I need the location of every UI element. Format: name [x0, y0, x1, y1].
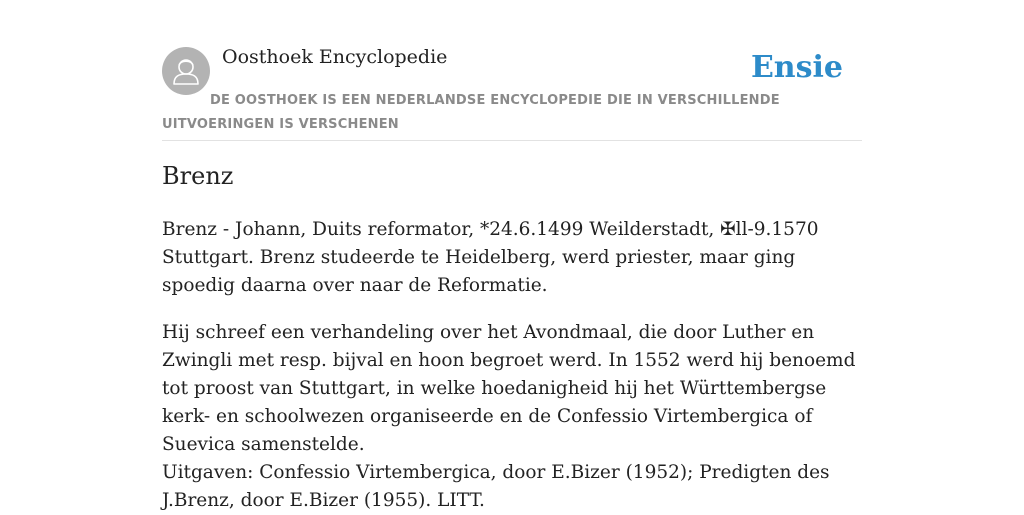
article-paragraph: Uitgaven: Confessio Virtembergica, door E.Bizer (1952); Predigten des J.Brenz, door E.Bizer (1955). LITT. — [162, 462, 830, 511]
article-paragraph: Brenz - Johann, Duits reformator, *24.6.1499 Weilderstadt, ✠ll-9.1570 Stuttgart. Brenz studeerde te Heidelberg, werd priester, maar ging spoedig daarna over naar de Reformatie. — [162, 219, 819, 296]
article-paragraph: Hij schreef een verhandeling over het Avondmaal, die door Luther en Zwingli met resp. bijval en hoon begroet werd. In 1552 werd hij benoemd tot proost van Stuttgart, in welke hoedanigheid hij het Württembergse kerk- en schoolwezen organiseerde en de Confessio Virtembergica of Suevica samenstelde. — [162, 322, 856, 455]
site-name[interactable]: Oosthoek Encyclopedie — [222, 46, 448, 68]
brand-logo[interactable]: Ensie — [750, 50, 843, 85]
article-title: Brenz — [162, 162, 234, 190]
site-tagline: DE OOSTHOEK IS EEN NEDERLANDSE ENCYCLOPEDIE DIE IN VERSCHILLENDE UITVOERINGEN IS VERSCHENEN — [162, 93, 780, 132]
page-container — [162, 0, 862, 511]
user-icon — [162, 47, 210, 95]
site-header — [162, 0, 862, 141]
avatar[interactable] — [162, 47, 210, 95]
